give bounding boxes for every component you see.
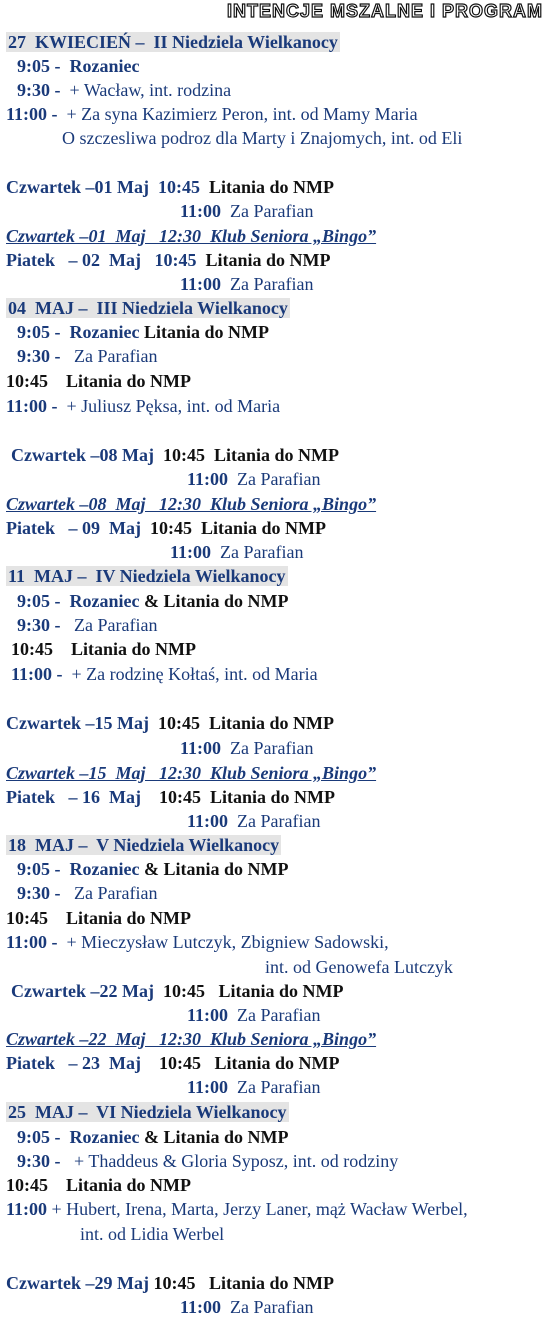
weekday-line: Piatek – 09 Maj 10:45 Litania do NMP xyxy=(6,518,326,538)
intention-line: 11:00 - + Za rodzinę Kołtaś, int. od Maria xyxy=(11,664,318,684)
weekday-line: 11:00 Za Parafian xyxy=(170,542,304,562)
weekday-line: 11:00 Za Parafian xyxy=(187,1005,321,1025)
intention-line: 11:00 - + Juliusz Pęksa, int. od Maria xyxy=(6,396,281,416)
schedule-line: 10:45 Litania do NMP xyxy=(6,908,192,928)
sunday-heading: 11 MAJ – IV Niedziela Wielkanocy xyxy=(8,566,286,586)
intention-line: 9:30 - Za Parafian xyxy=(17,615,158,635)
intention-line: 9:30 - Za Parafian xyxy=(17,346,158,366)
club-event-line: Czwartek –01 Maj 12:30 Klub Seniora „Bingo” xyxy=(6,226,377,246)
weekday-line: Czwartek –08 Maj 10:45 Litania do NMP xyxy=(11,445,339,465)
weekday-line: Piatek – 23 Maj 10:45 Litania do NMP xyxy=(6,1053,340,1073)
weekday-line: 11:00 Za Parafian xyxy=(187,811,321,831)
weekday-line: 11:00 Za Parafian xyxy=(180,738,314,758)
sunday-heading: 25 MAJ – VI Niedziela Wielkanocy xyxy=(8,1102,287,1122)
weekday-line: 11:00 Za Parafian xyxy=(180,201,314,221)
sunday-heading: 27 KWIECIEŃ – II Niedziela Wielkanocy xyxy=(8,32,338,52)
page-title: INTENCJE MSZALNE I PROGRAM xyxy=(226,1,543,21)
schedule-line: 9:05 - Rozaniec & Litania do NMP xyxy=(17,1127,289,1147)
intention-line: 11:00 + Hubert, Irena, Marta, Jerzy Laner, mąż Wacław Werbel, xyxy=(6,1199,468,1219)
intention-line: int. od Lidia Werbel xyxy=(80,1224,225,1244)
club-event-line: Czwartek –08 Maj 12:30 Klub Seniora „Bingo” xyxy=(6,494,377,514)
schedule-line: 9:05 - Rozaniec & Litania do NMP xyxy=(17,859,289,879)
weekday-line: Czwartek –29 Maj 10:45 Litania do NMP xyxy=(6,1273,334,1293)
schedule-line: 9:05 - Rozaniec & Litania do NMP xyxy=(17,591,289,611)
schedule-line: 10:45 Litania do NMP xyxy=(11,639,197,659)
weekday-line: 11:00 Za Parafian xyxy=(187,1077,321,1097)
intention-line: 11:00 - + Mieczysław Lutczyk, Zbigniew Sadowski, xyxy=(6,932,389,952)
intention-line: 9:30 - + Thaddeus & Gloria Syposz, int. od rodziny xyxy=(17,1151,399,1171)
intention-line: 9:30 - + Wacław, int. rodzina xyxy=(17,80,232,100)
schedule-line: 9:05 - Rozaniec Litania do NMP xyxy=(17,322,269,342)
club-event-line: Czwartek –22 Maj 12:30 Klub Seniora „Bingo” xyxy=(6,1029,377,1049)
sunday-heading: 04 MAJ – III Niedziela Wielkanocy xyxy=(8,298,288,318)
club-event-line: Czwartek –15 Maj 12:30 Klub Seniora „Bingo” xyxy=(6,763,377,783)
weekday-line: Czwartek –15 Maj 10:45 Litania do NMP xyxy=(6,713,334,733)
schedule-line: 9:05 - Rozaniec xyxy=(17,56,140,76)
intention-line: 9:30 - Za Parafian xyxy=(17,883,158,903)
weekday-line: 11:00 Za Parafian xyxy=(187,469,321,489)
weekday-line: Piatek – 02 Maj 10:45 Litania do NMP xyxy=(6,250,331,270)
weekday-line: 11:00 Za Parafian xyxy=(180,274,314,294)
intention-line: 11:00 - + Za syna Kazimierz Peron, int. od Mamy Maria xyxy=(6,104,418,124)
schedule-line: 10:45 Litania do NMP xyxy=(6,371,192,391)
weekday-line: Piatek – 16 Maj 10:45 Litania do NMP xyxy=(6,787,335,807)
weekday-line: Czwartek –22 Maj 10:45 Litania do NMP xyxy=(11,981,344,1001)
intention-line: int. od Genowefa Lutczyk xyxy=(265,957,453,977)
schedule-line: 10:45 Litania do NMP xyxy=(6,1175,192,1195)
weekday-line: 11:00 Za Parafian xyxy=(180,1297,314,1317)
intention-line: O szczesliwa podroz dla Marty i Znajomych, int. od Eli xyxy=(62,128,463,148)
sunday-heading: 18 MAJ – V Niedziela Wielkanocy xyxy=(8,835,280,855)
weekday-line: Czwartek –01 Maj 10:45 Litania do NMP xyxy=(6,177,334,197)
